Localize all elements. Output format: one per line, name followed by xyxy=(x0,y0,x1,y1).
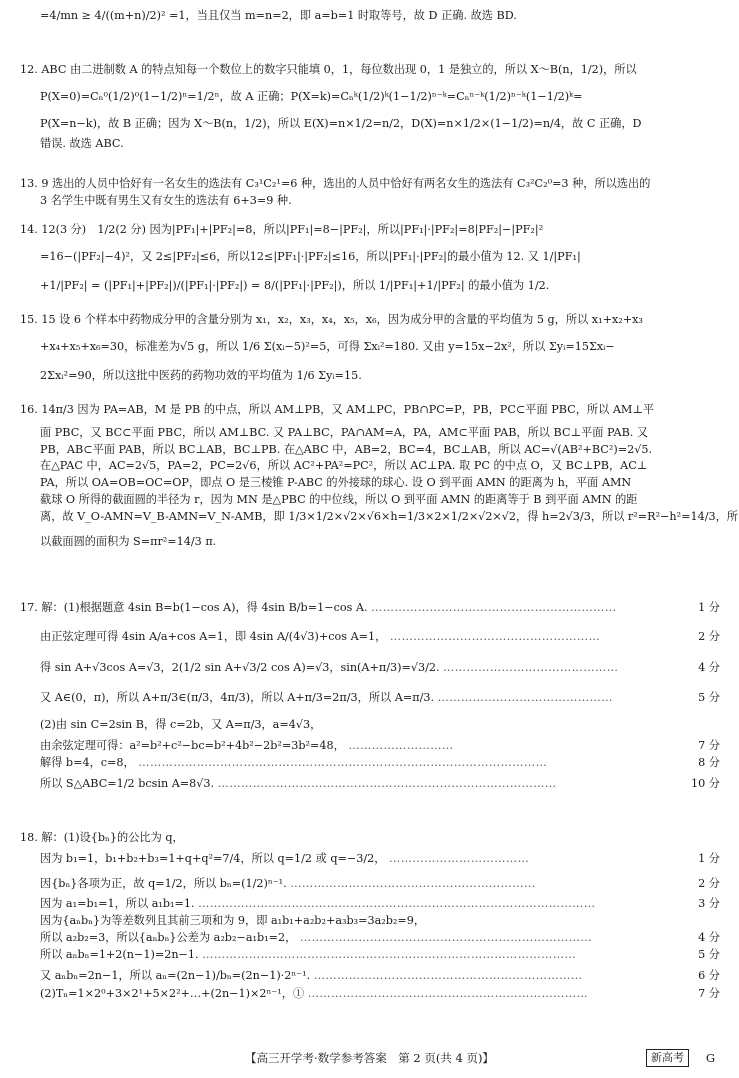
text-line xyxy=(20,968,720,985)
text-span: 解得 b=4，c=8， xyxy=(40,755,135,769)
text-line: =16−(|PF₂|−4)²，又 2≤|PF₂|≤6，所以12≤|PF₁|·|PF₂|≤16，所以|PF₁|·|PF₂|的最小值为 12. 又 1/|PF₁| xyxy=(40,249,581,263)
text-span: 得 sin A+√3cos A=√3，2(1/2 sin A+√3/2 cos A)=√3，sin(A+π/3)=√3/2. xyxy=(40,660,440,674)
text-span: 又 aₙbₙ=2n−1，所以 aₙ=(2n−1)/bₙ=(2n−1)·2ⁿ⁻¹. xyxy=(40,968,311,982)
text-line xyxy=(20,690,720,707)
text-line xyxy=(20,776,720,793)
problem-number: 17. xyxy=(20,601,42,614)
score: 5 分 xyxy=(698,691,720,705)
score: 2 分 xyxy=(698,629,720,643)
text-line xyxy=(20,738,720,755)
problem-16 xyxy=(20,402,738,560)
text-span: 所以 aₙbₙ=1+2(n−1)=2n−1. xyxy=(40,947,199,961)
problem-13 xyxy=(20,176,720,210)
text-line: =4/mn ≥ 4/((m+n)/2)² =1，当且仅当 m=n=2，即 a=b=1 时取等号，故 D 正确. 故选 BD. xyxy=(40,9,517,22)
text-line xyxy=(20,755,720,772)
text-line xyxy=(20,851,720,868)
text-span: 所以 S△ABC=1/2 bcsin A=8√3. xyxy=(40,776,215,790)
problem-15 xyxy=(20,312,720,384)
text-span: 由正弦定理可得 4sin A/a+cos A=1，即 4sin A/(4√3)+cos A=1， xyxy=(40,629,387,643)
text-span: 因{bₙ}各项为正，故 q=1/2，所以 bₙ=(1/2)ⁿ⁻¹. xyxy=(40,876,287,890)
leader-dots: …………………………………………………………………………………… xyxy=(202,947,577,961)
text-span: 选出的人员中恰好有一名女生的选法有 C₃¹C₂¹=6 种，选出的人员中恰好有两名女生的选法有 C₃²C₂⁰=3 种，所以选出的 xyxy=(52,177,651,190)
problem-18 xyxy=(20,830,720,1003)
text-line xyxy=(20,876,720,893)
score: 8 分 xyxy=(698,755,720,769)
footer-code: G xyxy=(705,1051,715,1065)
score: 10 分 xyxy=(691,776,720,790)
leader-dots: …………………………………………………………………………… xyxy=(217,776,557,790)
text-line xyxy=(20,312,720,329)
text-span: (2)Tₙ=1×2⁰+3×2¹+5×2²+…+(2n−1)×2ⁿ⁻¹，① xyxy=(40,987,305,1001)
text-line xyxy=(20,176,720,193)
text-span: 设 6 个样本中药物成分甲的含量分别为 x₁，x₂，x₃，x₄，x₅，x₆，因为成分甲的含量的平均值为 5 g，所以 x₁+x₂+x₃ xyxy=(59,313,643,326)
text-line xyxy=(20,402,720,419)
leader-dots: ……………………………… xyxy=(389,851,530,865)
leader-dots: ……………………………………………… xyxy=(389,629,601,643)
text-span: 因为 PA=AB，M 是 PB 的中点，所以 AM⊥PB，又 AM⊥PC，PB∩PC=P，PB，PC⊂平面 PBC，所以 AM⊥平 xyxy=(77,403,655,416)
problem-12 xyxy=(20,62,720,153)
problem-number: 12. ABC xyxy=(20,63,67,76)
text-line: PB，AB⊂平面 PAB，所以 BC⊥AB，BC⊥PB. 在△ABC 中，AB=2，BC=4，BC⊥AB，所以 AC=√(AB²+BC²)=2√5. xyxy=(40,442,652,456)
leader-dots: …………………………………………………………… xyxy=(313,968,583,982)
problem-number: 14. 12(3 分) 1/2(2 分) xyxy=(20,223,146,236)
text-line: 因为{aₙbₙ}为等差数列且其前三项和为 9，即 a₁b₁+a₂b₂+a₃b₃=3a₂b₂=9， xyxy=(40,914,426,928)
text-line: 截球 O 所得的截面圆的半径为 r，因为 MN 是△PBC 的中位线，所以 O 到平面 AMN 的距离等于 B 到平面 AMN 的距 xyxy=(40,492,638,506)
text-line xyxy=(20,896,720,913)
text-line: PA，所以 OA=OB=OC=OP，即点 O 是三棱锥 P-ABC 的外接球的球心. 设 O 到平面 AMN 的距离为 h，平面 AMN xyxy=(40,476,632,490)
leader-dots: ……………………………………………………………… xyxy=(307,987,589,1001)
text-line: 错误. 故选 ABC. xyxy=(40,137,124,151)
text-span: 由二进制数 A 的特点知每一个数位上的数字只能填 0，1，每位数出现 0，1 是独立的，所以 X～B(n，1/2)，所以 xyxy=(69,63,637,76)
text-line: P(X=0)=Cₙ⁰(1/2)⁰(1−1/2)ⁿ=1/2ⁿ，故 A 正确；P(X=k)=Cₙᵏ(1/2)ᵏ(1−1/2)ⁿ⁻ᵏ=Cₙⁿ⁻ᵏ(1/2)ⁿ⁻ᵏ(1−1/2)ᵏ= xyxy=(40,89,583,103)
score: 4 分 xyxy=(698,930,720,944)
text-span: 所以 a₂b₂=3，所以{aₙbₙ}公差为 a₂b₂−a₁b₁=2， xyxy=(40,930,297,944)
text-line: 3 名学生中既有男生又有女生的选法有 6+3=9 种. xyxy=(40,193,292,207)
score: 5 分 xyxy=(698,947,720,961)
text-line xyxy=(20,930,720,947)
text-line: 以截面圆的面积为 S=πr²=14/3 π. xyxy=(40,534,217,548)
text-line xyxy=(20,62,720,79)
text-span: 因为|PF₁|+|PF₂|=8，所以|PF₁|=8−|PF₂|，所以|PF₁|·|PF₂|=8|PF₂|−|PF₂|² xyxy=(149,223,544,236)
text-line xyxy=(20,986,720,1003)
leader-dots: ………………………………………………………………… xyxy=(299,930,593,944)
leader-dots: ………………………………………………………………………………………… xyxy=(198,897,596,911)
page-footer xyxy=(0,1050,739,1070)
score: 1 分 xyxy=(698,601,720,614)
leader-dots: ……………………………………………………… xyxy=(371,601,617,614)
text-line: (2)由 sin C=2sin B，得 c=2b，又 A=π/3，a=4√3， xyxy=(40,718,322,732)
problem-number: 13. 9 xyxy=(20,177,49,190)
text-line: 2Σxᵢ²=90，所以这批中医药的药物功效的平均值为 1/6 Σyᵢ=15. xyxy=(40,368,362,382)
problem-number: 16. 14π/3 xyxy=(20,403,74,416)
text-line xyxy=(20,629,720,646)
score: 7 分 xyxy=(698,738,720,752)
text-span: 解：(1)根据题意 4sin B=b(1−cos A)，得 4sin B/b=1−cos A. xyxy=(41,601,368,614)
text-line xyxy=(20,222,720,239)
text-line xyxy=(20,830,720,847)
text-line xyxy=(20,600,720,617)
text-line: 离，故 V_O-AMN=V_B-AMN=V_N-AMB，即 1/3×1/2×√2×√6×h=1/3×2×1/2×√2×√2，得 h=2√3/3，所以 r²=R²−h²=14/3，所 xyxy=(40,509,738,523)
leader-dots: ……………………… xyxy=(348,738,454,752)
text-line xyxy=(20,947,720,964)
leader-dots: ……………………………………… xyxy=(437,691,613,705)
leader-dots: ……………………………………………………… xyxy=(290,876,536,890)
score: 6 分 xyxy=(698,968,720,982)
problem-number: 18. xyxy=(20,831,42,844)
problem-17 xyxy=(20,600,720,792)
text-line: +1/|PF₂| = (|PF₁|+|PF₂|)/(|PF₁|·|PF₂|) = 8/(|PF₁|·|PF₂|)，所以 1/|PF₁|+1/|PF₂| 的最小值为 1/2. xyxy=(40,278,550,292)
score: 3 分 xyxy=(698,897,720,911)
problem-number: 15. 15 xyxy=(20,313,56,326)
footer-badge: 新高考 xyxy=(646,1049,689,1067)
text-span: 因为 a₁=b₁=1，所以 a₁b₁=1. xyxy=(40,897,195,911)
text-span: 因为 b₁=1，b₁+b₂+b₃=1+q+q²=7/4，所以 q=1/2 或 q=−3/2， xyxy=(40,851,386,865)
leader-dots: …………………………………………………………………………………………… xyxy=(138,755,548,769)
text-line xyxy=(20,660,720,677)
text-line: 面 PBC，又 BC⊂平面 PBC，所以 AM⊥BC. 又 PA⊥BC，PA∩AM=A，PA，AM⊂平面 PAB，所以 BC⊥平面 PAB. 又 xyxy=(40,425,649,439)
text-line: +x₄+x₅+x₆=30，标准差为√5 g，所以 1/6 Σ(xᵢ−5)²=5，可得 Σxᵢ²=180. 又由 y=15x−2x²，所以 Σyᵢ=15Σxᵢ− xyxy=(40,339,615,353)
text-span: 又 A∈(0，π)，所以 A+π/3∈(π/3，4π/3)，所以 A+π/3=2π/3，所以 A=π/3. xyxy=(40,691,435,705)
text-line: 在△PAC 中，AC=2√5，PA=2，PC=2√6，所以 AC²+PA²=PC²，所以 AC⊥PA. 取 PC 的中点 O，又 BC⊥PB，AC⊥ xyxy=(40,459,648,473)
score: 2 分 xyxy=(698,876,720,890)
score: 1 分 xyxy=(698,851,720,865)
top-continuation xyxy=(20,8,720,25)
score: 7 分 xyxy=(698,987,720,1001)
text-line: P(X=n−k)，故 B 正确；因为 X～B(n，1/2)，所以 E(X)=n×1/2=n/2，D(X)=n×1/2×(1−1/2)=n/4，故 C 正确，D xyxy=(40,116,642,130)
problem-14 xyxy=(20,222,720,294)
footer-title: 【高三开学考·数学参考答案 第 2 页(共 4 页)】 xyxy=(245,1051,494,1065)
text-span: 解：(1)设{bₙ}的公比为 q， xyxy=(41,831,184,844)
text-span: 由余弦定理可得：a²=b²+c²−bc=b²+4b²−2b²=3b²=48， xyxy=(40,738,345,752)
score: 4 分 xyxy=(698,660,720,674)
leader-dots: ……………………………………… xyxy=(443,660,619,674)
